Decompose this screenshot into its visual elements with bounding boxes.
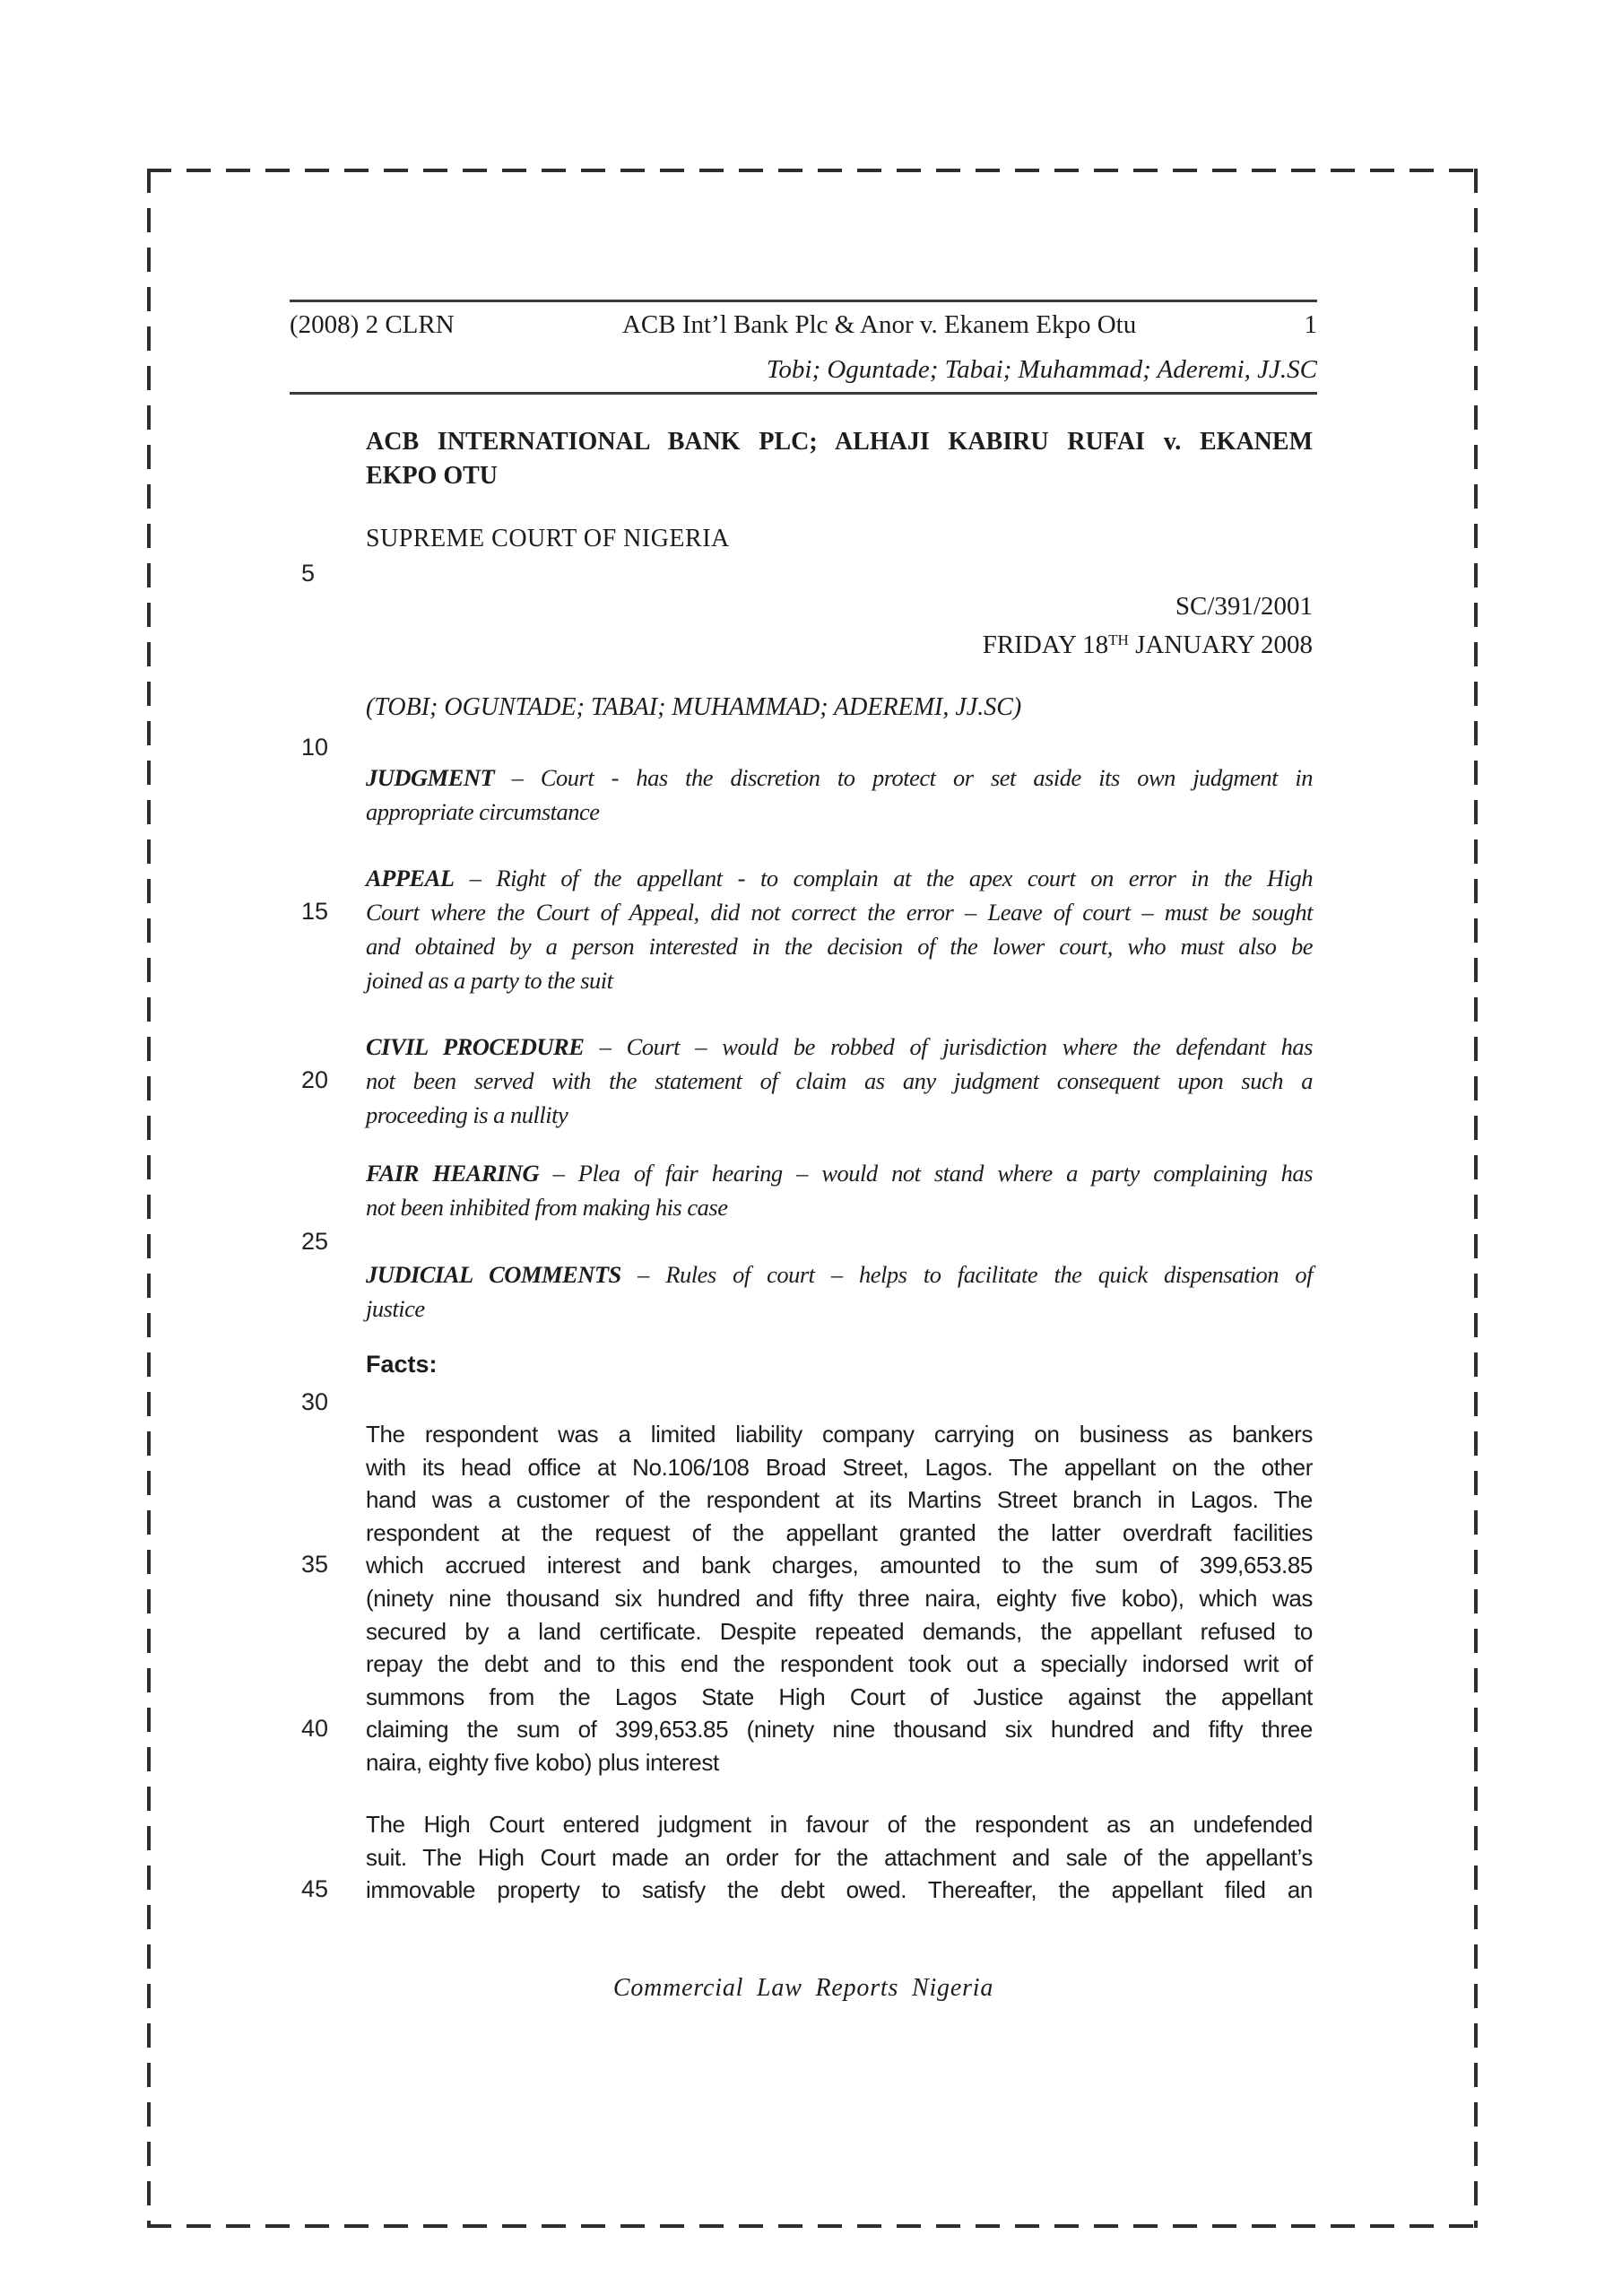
text-line: which accrued interest and bank charges, amounted to the sum of 399,653.85: [366, 1552, 1313, 1579]
suit-number: SC/391/2001: [1175, 592, 1313, 621]
margin-line-number-20: 20: [301, 1066, 329, 1093]
text-line: with its head office at No.106/108 Broad Street, Lagos. The appellant on the other: [366, 1453, 1313, 1481]
date-pre: FRIDAY 18: [982, 631, 1109, 659]
facts-paragraph-2: [366, 1808, 1313, 1907]
catchword-first-line: [366, 861, 1313, 895]
facts-heading: Facts:: [366, 1351, 438, 1378]
catchword-judgment: [366, 761, 1313, 829]
margin-line-number-25: 25: [301, 1228, 329, 1255]
catchword-more-lines: [366, 795, 1313, 829]
catchword-more-lines: [366, 895, 1313, 997]
text-line: not been inhibited from making his case: [366, 1194, 728, 1221]
margin-line-number-35: 35: [301, 1551, 329, 1578]
margin-line-number-10: 10: [301, 734, 329, 761]
page-border-right: [1474, 169, 1478, 2228]
text-line: immovable property to satisfy the debt owed. Thereafter, the appellant filed an: [366, 1876, 1313, 1904]
catchword-term: FAIR HEARING: [366, 1160, 540, 1187]
catchword-more-lines: [366, 1292, 1313, 1326]
text-line: joined as a party to the suit: [366, 967, 613, 994]
header-rule-bottom: [290, 392, 1317, 395]
text-line: claiming the sum of 399,653.85 (ninety nine thousand six hundred and fifty three: [366, 1716, 1313, 1744]
judges-line: Tobi; Oguntade; Tabai; Muhammad; Aderemi, JJ.SC: [766, 355, 1317, 384]
catchword-civil-procedure: [366, 1030, 1313, 1132]
catchword-text: – Court - has the discretion to protect or set aside its own judgment in: [494, 764, 1313, 791]
text-line: suit. The High Court made an order for the attachment and sale of the appellant’s: [366, 1843, 1313, 1871]
case-title-line-1: ACB INTERNATIONAL BANK PLC; ALHAJI KABIRU RUFAI v. EKANEM: [366, 428, 1313, 456]
text-line: Court where the Court of Appeal, did not correct the error – Leave of court – must be sought: [366, 899, 1313, 926]
report-citation: (2008) 2 CLRN: [290, 310, 455, 339]
margin-line-number-15: 15: [301, 898, 329, 925]
text-line: The High Court entered judgment in favour of the respondent as an undefended: [366, 1811, 1313, 1838]
text-line: and obtained by a person interested in the decision of the lower court, who must also be: [366, 933, 1313, 960]
text-line: proceeding is a nullity: [366, 1101, 568, 1128]
page-border-left: [147, 169, 151, 2228]
page-border-bottom: [147, 2224, 1478, 2228]
text-line: appropriate circumstance: [366, 798, 600, 825]
page-border-top: [147, 169, 1478, 172]
text-line: naira, eighty five kobo) plus interest: [366, 1748, 719, 1776]
court-name: SUPREME COURT OF NIGERIA: [366, 525, 730, 552]
catchword-text: – Court – would be robbed of jurisdiction where the defendant has: [584, 1033, 1313, 1060]
catchword-more-lines: [366, 1064, 1313, 1132]
margin-line-number-5: 5: [301, 560, 316, 587]
catchword-first-line: [366, 761, 1313, 795]
catchword-text: – Plea of fair hearing – would not stand where a party complaining has: [539, 1160, 1313, 1187]
text-line: hand was a customer of the respondent at its Martins Street branch in Lagos. The: [366, 1486, 1313, 1514]
text-line: justice: [366, 1295, 425, 1322]
date-ordinal: TH: [1108, 631, 1129, 648]
case-title-line-2: EKPO OTU: [366, 462, 499, 490]
margin-line-number-40: 40: [301, 1715, 329, 1742]
case-title: [366, 425, 1313, 493]
text-line: respondent at the request of the appellant granted the latter overdraft facilities: [366, 1518, 1313, 1546]
catchword-first-line: [366, 1030, 1313, 1064]
facts-paragraph-1: [366, 1418, 1313, 1779]
text-line: not been served with the statement of claim as any judgment consequent upon such a: [366, 1067, 1313, 1094]
text-line: secured by a land certificate. Despite repeated demands, the appellant refused to: [366, 1617, 1313, 1645]
running-case-title: ACB Int’l Bank Plc & Anor v. Ekanem Ekpo Otu: [621, 310, 1137, 339]
text-line: summons from the Lagos State High Court of Justice against the appellant: [366, 1683, 1313, 1710]
text-line: (ninety nine thousand six hundred and fifty three naira, eighty five kobo), which was: [366, 1584, 1313, 1612]
margin-line-number-45: 45: [301, 1875, 329, 1902]
page-header: [290, 309, 1317, 341]
catchword-appeal: [366, 861, 1313, 997]
catchword-more-lines: [366, 1190, 1313, 1224]
catchword-fair-hearing: [366, 1156, 1313, 1224]
date-post: JANUARY 2008: [1128, 631, 1313, 659]
text-line: repay the debt and to this end the respondent took out a specially indorsed writ of: [366, 1650, 1313, 1678]
catchword-judicial-comments: [366, 1257, 1313, 1326]
catchword-term: JUDICIAL COMMENTS: [366, 1261, 621, 1288]
text-line: The respondent was a limited liability company carrying on business as bankers: [366, 1421, 1313, 1448]
catchword-first-line: [366, 1257, 1313, 1292]
coram: (TOBI; OGUNTADE; TABAI; MUHAMMAD; ADEREMI, JJ.SC): [366, 693, 1022, 721]
judgment-date: [366, 625, 1313, 660]
header-rule-top: [290, 300, 1317, 302]
footer-publication-name: Commercial Law Reports Nigeria: [612, 1974, 994, 2002]
catchword-term: JUDGMENT: [366, 764, 495, 791]
catchword-text: – Rules of court – helps to facilitate the quick dispensation of: [620, 1261, 1313, 1288]
catchword-term: APPEAL: [366, 865, 455, 891]
margin-line-number-30: 30: [301, 1388, 329, 1415]
catchword-term: CIVIL PROCEDURE: [366, 1033, 585, 1060]
catchword-text: – Right of the appellant - to complain at the apex court on error in the High: [454, 865, 1313, 891]
catchword-first-line: [366, 1156, 1313, 1190]
page-number: 1: [1304, 310, 1317, 339]
